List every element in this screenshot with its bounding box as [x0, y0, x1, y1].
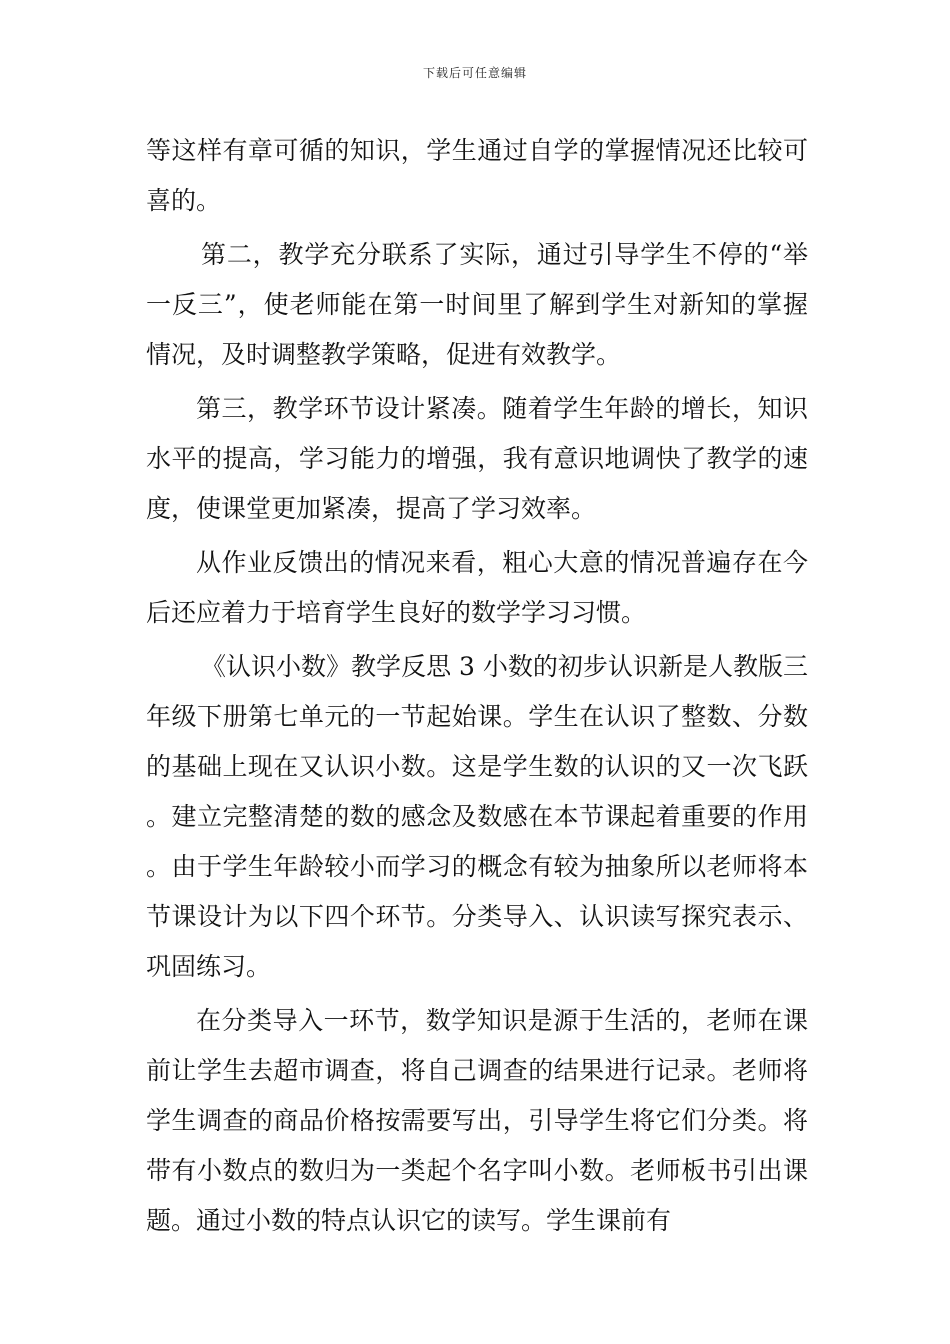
paragraph-2: 第二，教学充分联系了实际，通过引导学生不停的“举一反三”，使老师能在第一时间里了解到学生对新知的掌握情况，及时调整教学策略，促进有效教学。 [146, 240, 808, 369]
paragraph-6: 在分类导入一环节，数学知识是源于生活的，老师在课前让学生去超市调查，将自己调查的结果进行记录。老师将学生调查的商品价格按需要写出，引导学生将它们分类。将带有小数点的数归为一类起个名字叫小数。老师板书引出课题。通过小数的特点认识它的读写。学生课前有 [146, 1006, 808, 1235]
page-header: 下载后可任意编辑 [422, 66, 527, 80]
document-body [146, 126, 808, 1246]
paragraph-3: 第三，教学环节设计紧凑。随着学生年龄的增长，知识水平的提高，学习能力的增强，我有意识地调快了教学的速度，使课堂更加紧凑，提高了学习效率。 [146, 394, 808, 523]
paragraph-1: 等这样有章可循的知识，学生通过自学的掌握情况还比较可喜的。 [146, 136, 808, 215]
paragraph-4: 从作业反馈出的情况来看，粗心大意的情况普遍存在今后还应着力于培育学生良好的数学学习习惯。 [146, 548, 808, 627]
paragraph-5: 《认识小数》教学反思 3 小数的初步认识新是人教版三年级下册第七单元的一节起始课。学生在认识了整数、分数的基础上现在又认识小数。这是学生数的认识的又一次飞跃。建立完整清楚的数的感念及数感在本节课起着重要的作用。由于学生年龄较小而学习的概念有较为抽象所以老师将本节课设计为以下四个环节。分类导入、认识读写探究表示、巩固练习。 [146, 652, 808, 981]
